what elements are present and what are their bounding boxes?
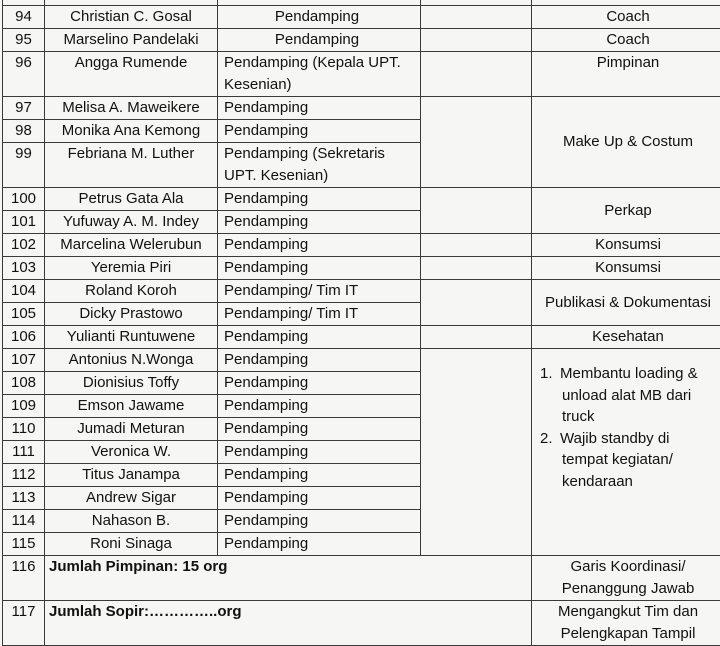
member-role: Pendamping [218, 441, 421, 464]
summary-task: Mengangkut Tim dan Pelengkapan Tampil [532, 601, 720, 646]
member-name: Roni Sinaga [45, 533, 218, 556]
member-role: Pendamping [218, 418, 421, 441]
row-number: 112 [3, 464, 45, 487]
table-row [3, 326, 720, 349]
member-name: Christian C. Gosal [45, 6, 218, 29]
table-row [3, 234, 720, 257]
member-name: Melisa A. Maweikere [45, 97, 218, 120]
member-name: Nahason B. [45, 510, 218, 533]
row-number: 106 [3, 326, 45, 349]
table-row [3, 97, 720, 120]
member-name: Dicky Prastowo [45, 303, 218, 326]
row-number: 94 [3, 6, 45, 29]
empty-cell [421, 280, 532, 326]
duty-item [540, 363, 714, 428]
member-role: Pendamping (Sekretaris UPT. Kesenian) [218, 143, 421, 188]
member-name: Andrew Sigar [45, 487, 218, 510]
empty-cell [421, 326, 532, 349]
duty-number: 2. [540, 428, 560, 450]
duty-number: 1. [540, 363, 560, 385]
duty-text: Membantu loading & [560, 365, 698, 382]
empty-cell [421, 29, 532, 52]
duty-text: kendaraan [540, 471, 714, 493]
member-role: Pendamping [218, 257, 421, 280]
summary-task: Garis Koordinasi/ Penanggung Jawab [532, 556, 720, 601]
member-name: Petrus Gata Ala [45, 188, 218, 211]
member-name: Emson Jawame [45, 395, 218, 418]
member-role: Pendamping [218, 395, 421, 418]
member-role: Pendamping [218, 120, 421, 143]
empty-cell [421, 257, 532, 280]
table-row [3, 257, 720, 280]
row-number: 113 [3, 487, 45, 510]
row-number: 114 [3, 510, 45, 533]
member-role: Pendamping (Kepala UPT. Kesenian) [218, 52, 421, 97]
member-role: Pendamping [218, 372, 421, 395]
empty-cell [421, 234, 532, 257]
member-role: Pendamping [218, 234, 421, 257]
member-task: Make Up & Costum [532, 97, 720, 188]
row-number: 103 [3, 257, 45, 280]
row-number: 116 [3, 556, 45, 601]
table-row [3, 349, 720, 372]
row-number: 100 [3, 188, 45, 211]
member-role: Pendamping [218, 29, 421, 52]
table-row [3, 29, 720, 52]
row-number: 115 [3, 533, 45, 556]
member-name: Roland Koroh [45, 280, 218, 303]
member-task: Publikasi & Dokumentasi [532, 280, 720, 326]
row-number: 110 [3, 418, 45, 441]
summary-row [3, 601, 720, 646]
member-name: Yulianti Runtuwene [45, 326, 218, 349]
member-task: Pimpinan [532, 52, 720, 97]
member-role: Pendamping [218, 510, 421, 533]
empty-cell [421, 349, 532, 556]
member-task: Coach [532, 29, 720, 52]
member-name: Veronica W. [45, 441, 218, 464]
row-number: 96 [3, 52, 45, 97]
duty-text: tempat kegiatan/ [540, 449, 714, 471]
row-number: 105 [3, 303, 45, 326]
duty-text: truck [540, 406, 714, 428]
row-number: 117 [3, 601, 45, 646]
empty-cell [421, 188, 532, 234]
duty-text: Wajib standby di [560, 430, 670, 447]
member-name: Febriana M. Luther [45, 143, 218, 188]
member-role: Pendamping/ Tim IT [218, 303, 421, 326]
summary-label: Jumlah Pimpinan: 15 org [45, 556, 532, 601]
member-role: Pendamping [218, 211, 421, 234]
row-number: 98 [3, 120, 45, 143]
table-row [3, 6, 720, 29]
empty-cell [421, 6, 532, 29]
row-number: 101 [3, 211, 45, 234]
member-name: Jumadi Meturan [45, 418, 218, 441]
member-role: Pendamping/ Tim IT [218, 280, 421, 303]
member-role: Pendamping [218, 533, 421, 556]
table-row [3, 188, 720, 211]
row-number: 111 [3, 441, 45, 464]
summary-label: Jumlah Sopir:…………..org [45, 601, 532, 646]
member-role: Pendamping [218, 6, 421, 29]
member-role: Pendamping [218, 188, 421, 211]
member-role: Pendamping [218, 464, 421, 487]
member-role: Pendamping [218, 487, 421, 510]
member-name: Angga Rumende [45, 52, 218, 97]
member-name: Marselino Pandelaki [45, 29, 218, 52]
row-number: 95 [3, 29, 45, 52]
member-name: Yeremia Piri [45, 257, 218, 280]
duty-item [540, 428, 714, 493]
member-task: Konsumsi [532, 257, 720, 280]
table-row [3, 52, 720, 97]
member-task: Coach [532, 6, 720, 29]
member-name: Monika Ana Kemong [45, 120, 218, 143]
row-number: 104 [3, 280, 45, 303]
row-number: 108 [3, 372, 45, 395]
table-row [3, 280, 720, 303]
member-task: Konsumsi [532, 234, 720, 257]
member-task [532, 349, 720, 556]
member-name: Titus Janampa [45, 464, 218, 487]
duty-text: unload alat MB dari [540, 385, 714, 407]
empty-cell [421, 97, 532, 188]
member-name: Dionisius Toffy [45, 372, 218, 395]
member-role: Pendamping [218, 326, 421, 349]
member-name: Marcelina Welerubun [45, 234, 218, 257]
row-number: 102 [3, 234, 45, 257]
row-number: 107 [3, 349, 45, 372]
row-number: 109 [3, 395, 45, 418]
empty-cell [421, 52, 532, 97]
summary-row [3, 556, 720, 601]
row-number: 97 [3, 97, 45, 120]
member-role: Pendamping [218, 97, 421, 120]
participant-table [2, 0, 720, 646]
duty-list [534, 363, 720, 492]
row-number: 99 [3, 143, 45, 188]
member-task: Perkap [532, 188, 720, 234]
member-name: Yufuway A. M. Indey [45, 211, 218, 234]
member-task: Kesehatan [532, 326, 720, 349]
member-role: Pendamping [218, 349, 421, 372]
member-name: Antonius N.Wonga [45, 349, 218, 372]
